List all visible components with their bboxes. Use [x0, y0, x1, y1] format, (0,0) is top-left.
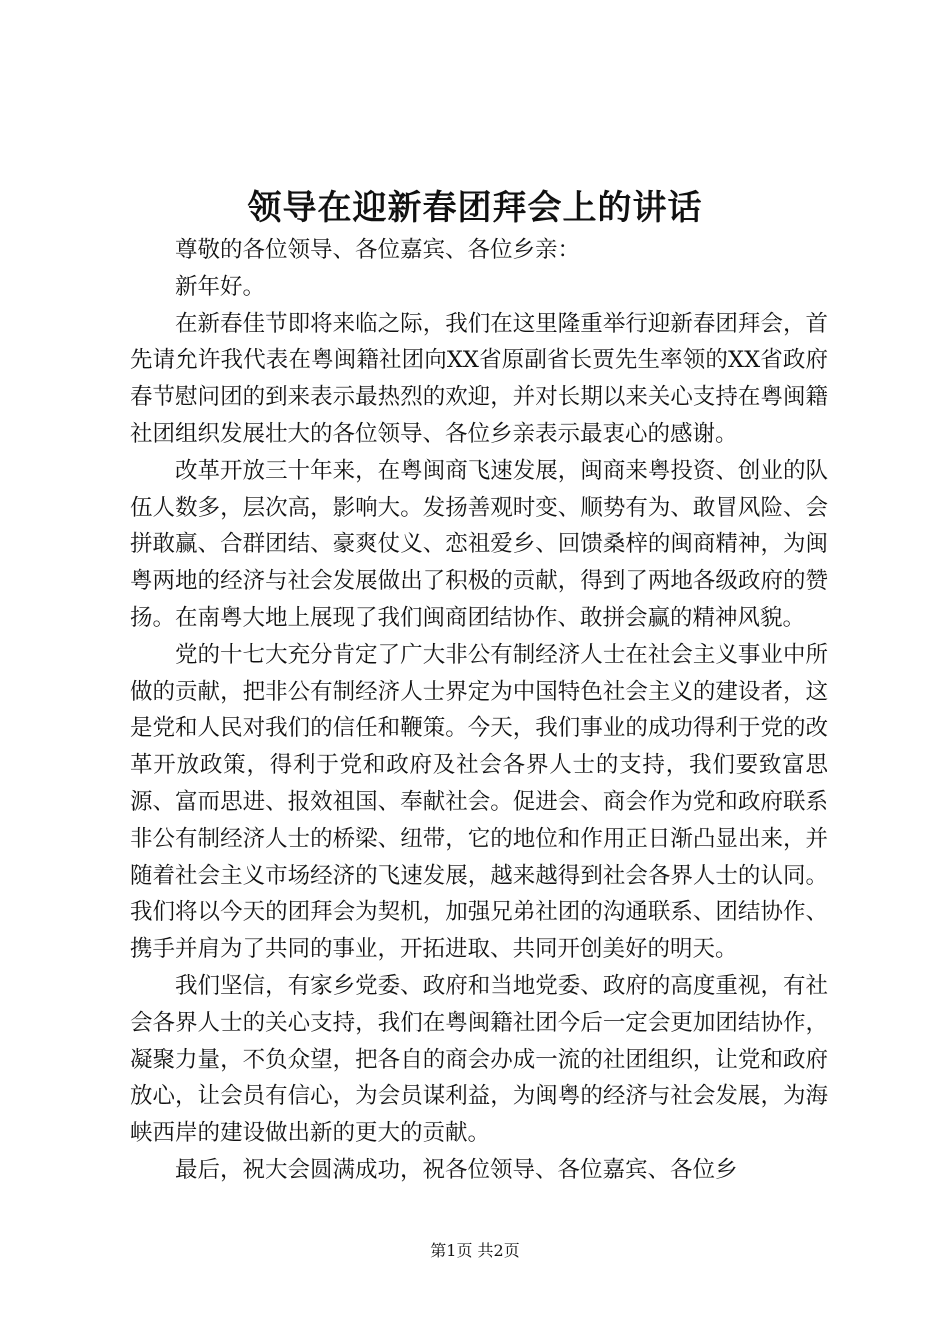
greeting-paragraph: 新年好。	[175, 273, 266, 300]
body-paragraph: 我们坚信，有家乡党委、政府和当地党委、政府的高度重视，有社会各界人士的关心支持，我们在粤闽籍社团今后一定会更加团结协作，凝聚力量，不负众望，把各自的商会办成一流的社团组织，让党和政府放心，让会员有信心，为会员谋利益，为闽粤的经济与社会发展，为海峡西岸的建设做出新的更大的贡献。	[130, 972, 828, 1147]
closing-paragraph: 最后，祝大会圆满成功，祝各位领导、各位嘉宾、各位乡	[175, 1156, 738, 1183]
page-number-footer: 第1页 共2页	[430, 1241, 520, 1260]
document-body	[130, 232, 828, 1189]
body-paragraph: 在新春佳节即将来临之际，我们在这里隆重举行迎新春团拜会，首先请允许我代表在粤闽籍社团向XX省原副省长贾先生率领的XX省政府春节慰问团的到来表示最热烈的欢迎，并对长期以来关心支持在粤闽籍社团组织发展壮大的各位领导、各位乡亲表示最衷心的感谢。	[130, 310, 828, 447]
body-paragraph: 改革开放三十年来，在粤闽商飞速发展，闽商来粤投资、创业的队伍人数多，层次高，影响大。发扬善观时变、顺势有为、敢冒风险、会拼敢赢、合群团结、豪爽仗义、恋祖爱乡、回馈桑梓的闽商精神，为闽粤两地的经济与社会发展做出了积极的贡献，得到了两地各级政府的赞扬。在南粤大地上展现了我们闽商团结协作、敢拼会赢的精神风貌。	[130, 457, 828, 631]
document-title: 领导在迎新春团拜会上的讲话	[247, 188, 703, 228]
body-paragraph: 党的十七大充分肯定了广大非公有制经济人士在社会主义事业中所做的贡献，把非公有制经济人士界定为中国特色社会主义的建设者，这是党和人民对我们的信任和鞭策。今天，我们事业的成功得利于党的改革开放政策，得利于党和政府及社会各界人士的支持，我们要致富思源、富而思进、报效祖国、奉献社会。促进会、商会作为党和政府联系非公有制经济人士的桥梁、纽带，它的地位和作用正日渐凸显出来，并随着社会主义市场经济的飞速发展，越来越得到社会各界人士的认同。我们将以今天的团拜会为契机，加强兄弟社团的沟通联系、团结协作、携手并肩为了共同的事业，开拓进取、共同开创美好的明天。	[130, 641, 828, 963]
salutation-paragraph: 尊敬的各位领导、各位嘉宾、各位乡亲：	[175, 237, 581, 263]
